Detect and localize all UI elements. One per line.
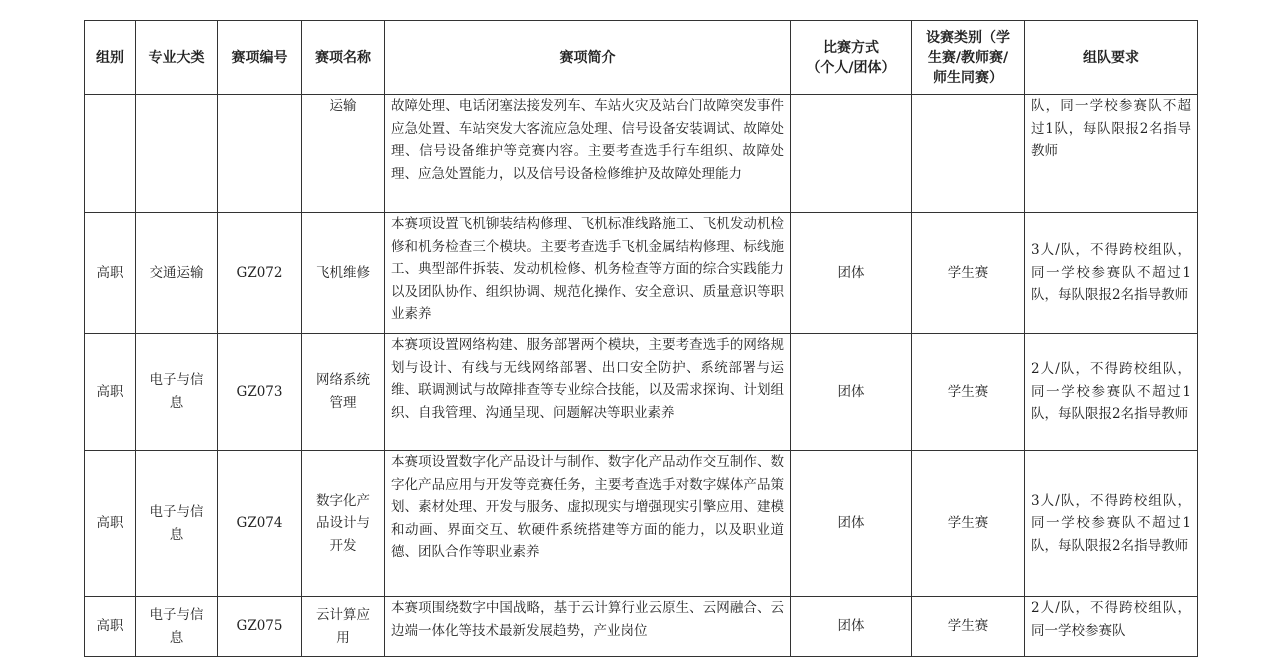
header-mode — [791, 21, 912, 95]
cell-category-line: 息 — [169, 629, 184, 646]
cell-category — [136, 95, 218, 213]
cell-intro: 本赛项设置网络构建、服务部署两个模块，主要考查选手的网络规划与设计、有线与无线网络部署、出口安全防护、系统部署与运维、联调测试与故障排查等专业综合技能，以及需求探询、计划组织、自我管理、沟通呈现、问题解决等职业素养 — [385, 334, 791, 451]
header-line: 比赛方式 — [823, 39, 879, 56]
cell-team: 队，同一学校参赛队不超过1队，每队限报2名指导教师 — [1025, 95, 1198, 213]
cell-name-line: 管理 — [329, 395, 357, 411]
cell-category-line: 息 — [169, 526, 184, 543]
header-code — [218, 21, 302, 95]
cell-mode: 团体 — [791, 451, 912, 597]
cell-name — [302, 95, 385, 213]
cell-mode: 团体 — [791, 334, 912, 451]
table-row — [85, 334, 1198, 451]
cell-team: 2人/队，不得跨校组队，同一学校参赛队不超过1队，每队限报2名指导教师 — [1025, 334, 1198, 451]
cell-name-line: 飞机维修 — [316, 264, 370, 281]
cell-intro: 本赛项设置数字化产品设计与制作、数字化产品动作交互制作、数字化产品应用与开发等竞赛任务，主要考查选手对数字媒体产品策划、素材处理、开发与服务、虚拟现实与增强现实引擎应用、建模和动画、界面交互、软硬件系统搭建等方面的能力，以及职业道德、团队合作等职业素养 — [385, 451, 791, 597]
cell-code: GZ073 — [218, 334, 302, 451]
header-line: （个人/团体） — [806, 59, 896, 76]
table-row — [85, 213, 1198, 334]
cell-category-line: 息 — [169, 395, 184, 411]
cell-name-line: 数字化产 — [316, 492, 370, 509]
cell-category — [136, 451, 218, 597]
cell-team: 3人/队，不得跨校组队，同一学校参赛队不超过1队，每队限报2名指导教师 — [1025, 213, 1198, 334]
cell-name — [302, 334, 385, 451]
cell-intro: 故障处理、电话闭塞法接发列车、车站火灾及站台门故障突发事件应急处置、车站突发大客流应急处理、信号设备安装调试、故障处理、信号设备维护等竞赛内容。主要考查选手行车组织、故障处理、应急处置能力，以及信号设备检修维护及故障处理能力 — [385, 95, 791, 213]
cell-category-line: 电子与信 — [149, 503, 204, 520]
table-row — [85, 95, 1198, 213]
cell-type: 学生赛 — [912, 334, 1025, 451]
cell-group — [85, 95, 136, 213]
header-team — [1025, 21, 1198, 95]
cell-name — [302, 213, 385, 334]
header-line: 师生同赛） — [933, 69, 1003, 86]
header-line: 生赛/教师赛/ — [927, 49, 1009, 66]
header-row — [85, 21, 1198, 95]
cell-type — [912, 95, 1025, 213]
header-line: 设赛类别（学 — [926, 29, 1010, 46]
header-category — [136, 21, 218, 95]
cell-intro: 本赛项围绕数字中国战略，基于云计算行业云原生、云网融合、云边端一体化等技术最新发展趋势，产业岗位 — [385, 597, 791, 657]
page-wrapper — [84, 20, 1198, 657]
cell-mode — [791, 95, 912, 213]
cell-intro: 本赛项设置飞机铆装结构修理、飞机标准线路施工、飞机发动机检修和机务检查三个模块。主要考查选手飞机金属结构修理、标线施工、典型部件拆装、发动机检修、机务检查等方面的综合实践能力以及团队协作、组织协调、规范化操作、安全意识、质量意识等职业素养 — [385, 213, 791, 334]
cell-name — [302, 597, 385, 657]
cell-team: 3人/队，不得跨校组队，同一学校参赛队不超过1队，每队限报2名指导教师 — [1025, 451, 1198, 597]
cell-name-line: 品设计与 — [316, 515, 370, 532]
header-line: 组别 — [96, 49, 124, 66]
cell-group: 高职 — [85, 597, 136, 657]
header-line: 赛项名称 — [315, 49, 371, 66]
cell-group: 高职 — [85, 334, 136, 451]
header-name — [302, 21, 385, 95]
header-line: 赛项简介 — [559, 49, 616, 66]
cell-category-line: 电子与信 — [149, 606, 204, 623]
header-type — [912, 21, 1025, 95]
cell-code: GZ072 — [218, 213, 302, 334]
cell-group: 高职 — [85, 213, 136, 334]
cell-category-line: 电子与信 — [149, 372, 204, 389]
cell-team: 2人/队，不得跨校组队，同一学校参赛队 — [1025, 597, 1198, 657]
cell-group: 高职 — [85, 451, 136, 597]
cell-category — [136, 213, 218, 334]
cell-category-line: 交通运输 — [149, 264, 204, 281]
competition-table — [84, 20, 1198, 657]
table-row — [85, 451, 1198, 597]
cell-name-line: 开发 — [329, 537, 357, 554]
cell-category — [136, 334, 218, 451]
cell-code: GZ075 — [218, 597, 302, 657]
cell-code: GZ074 — [218, 451, 302, 597]
header-line: 组队要求 — [1083, 49, 1139, 66]
table-row — [85, 597, 1198, 657]
cell-mode: 团体 — [791, 213, 912, 334]
header-line: 赛项编号 — [231, 49, 288, 66]
cell-type: 学生赛 — [912, 451, 1025, 597]
cell-name — [302, 451, 385, 597]
cell-name-line: 云计算应 — [316, 606, 370, 623]
cell-type: 学生赛 — [912, 213, 1025, 334]
cell-name-line: 运输 — [329, 98, 357, 114]
cell-name-line: 用 — [336, 629, 350, 646]
header-line: 专业大类 — [148, 49, 205, 66]
cell-category — [136, 597, 218, 657]
cell-mode: 团体 — [791, 597, 912, 657]
cell-type: 学生赛 — [912, 597, 1025, 657]
cell-code — [218, 95, 302, 213]
header-group — [85, 21, 136, 95]
cell-name-line: 网络系统 — [316, 372, 370, 389]
header-intro — [385, 21, 791, 95]
